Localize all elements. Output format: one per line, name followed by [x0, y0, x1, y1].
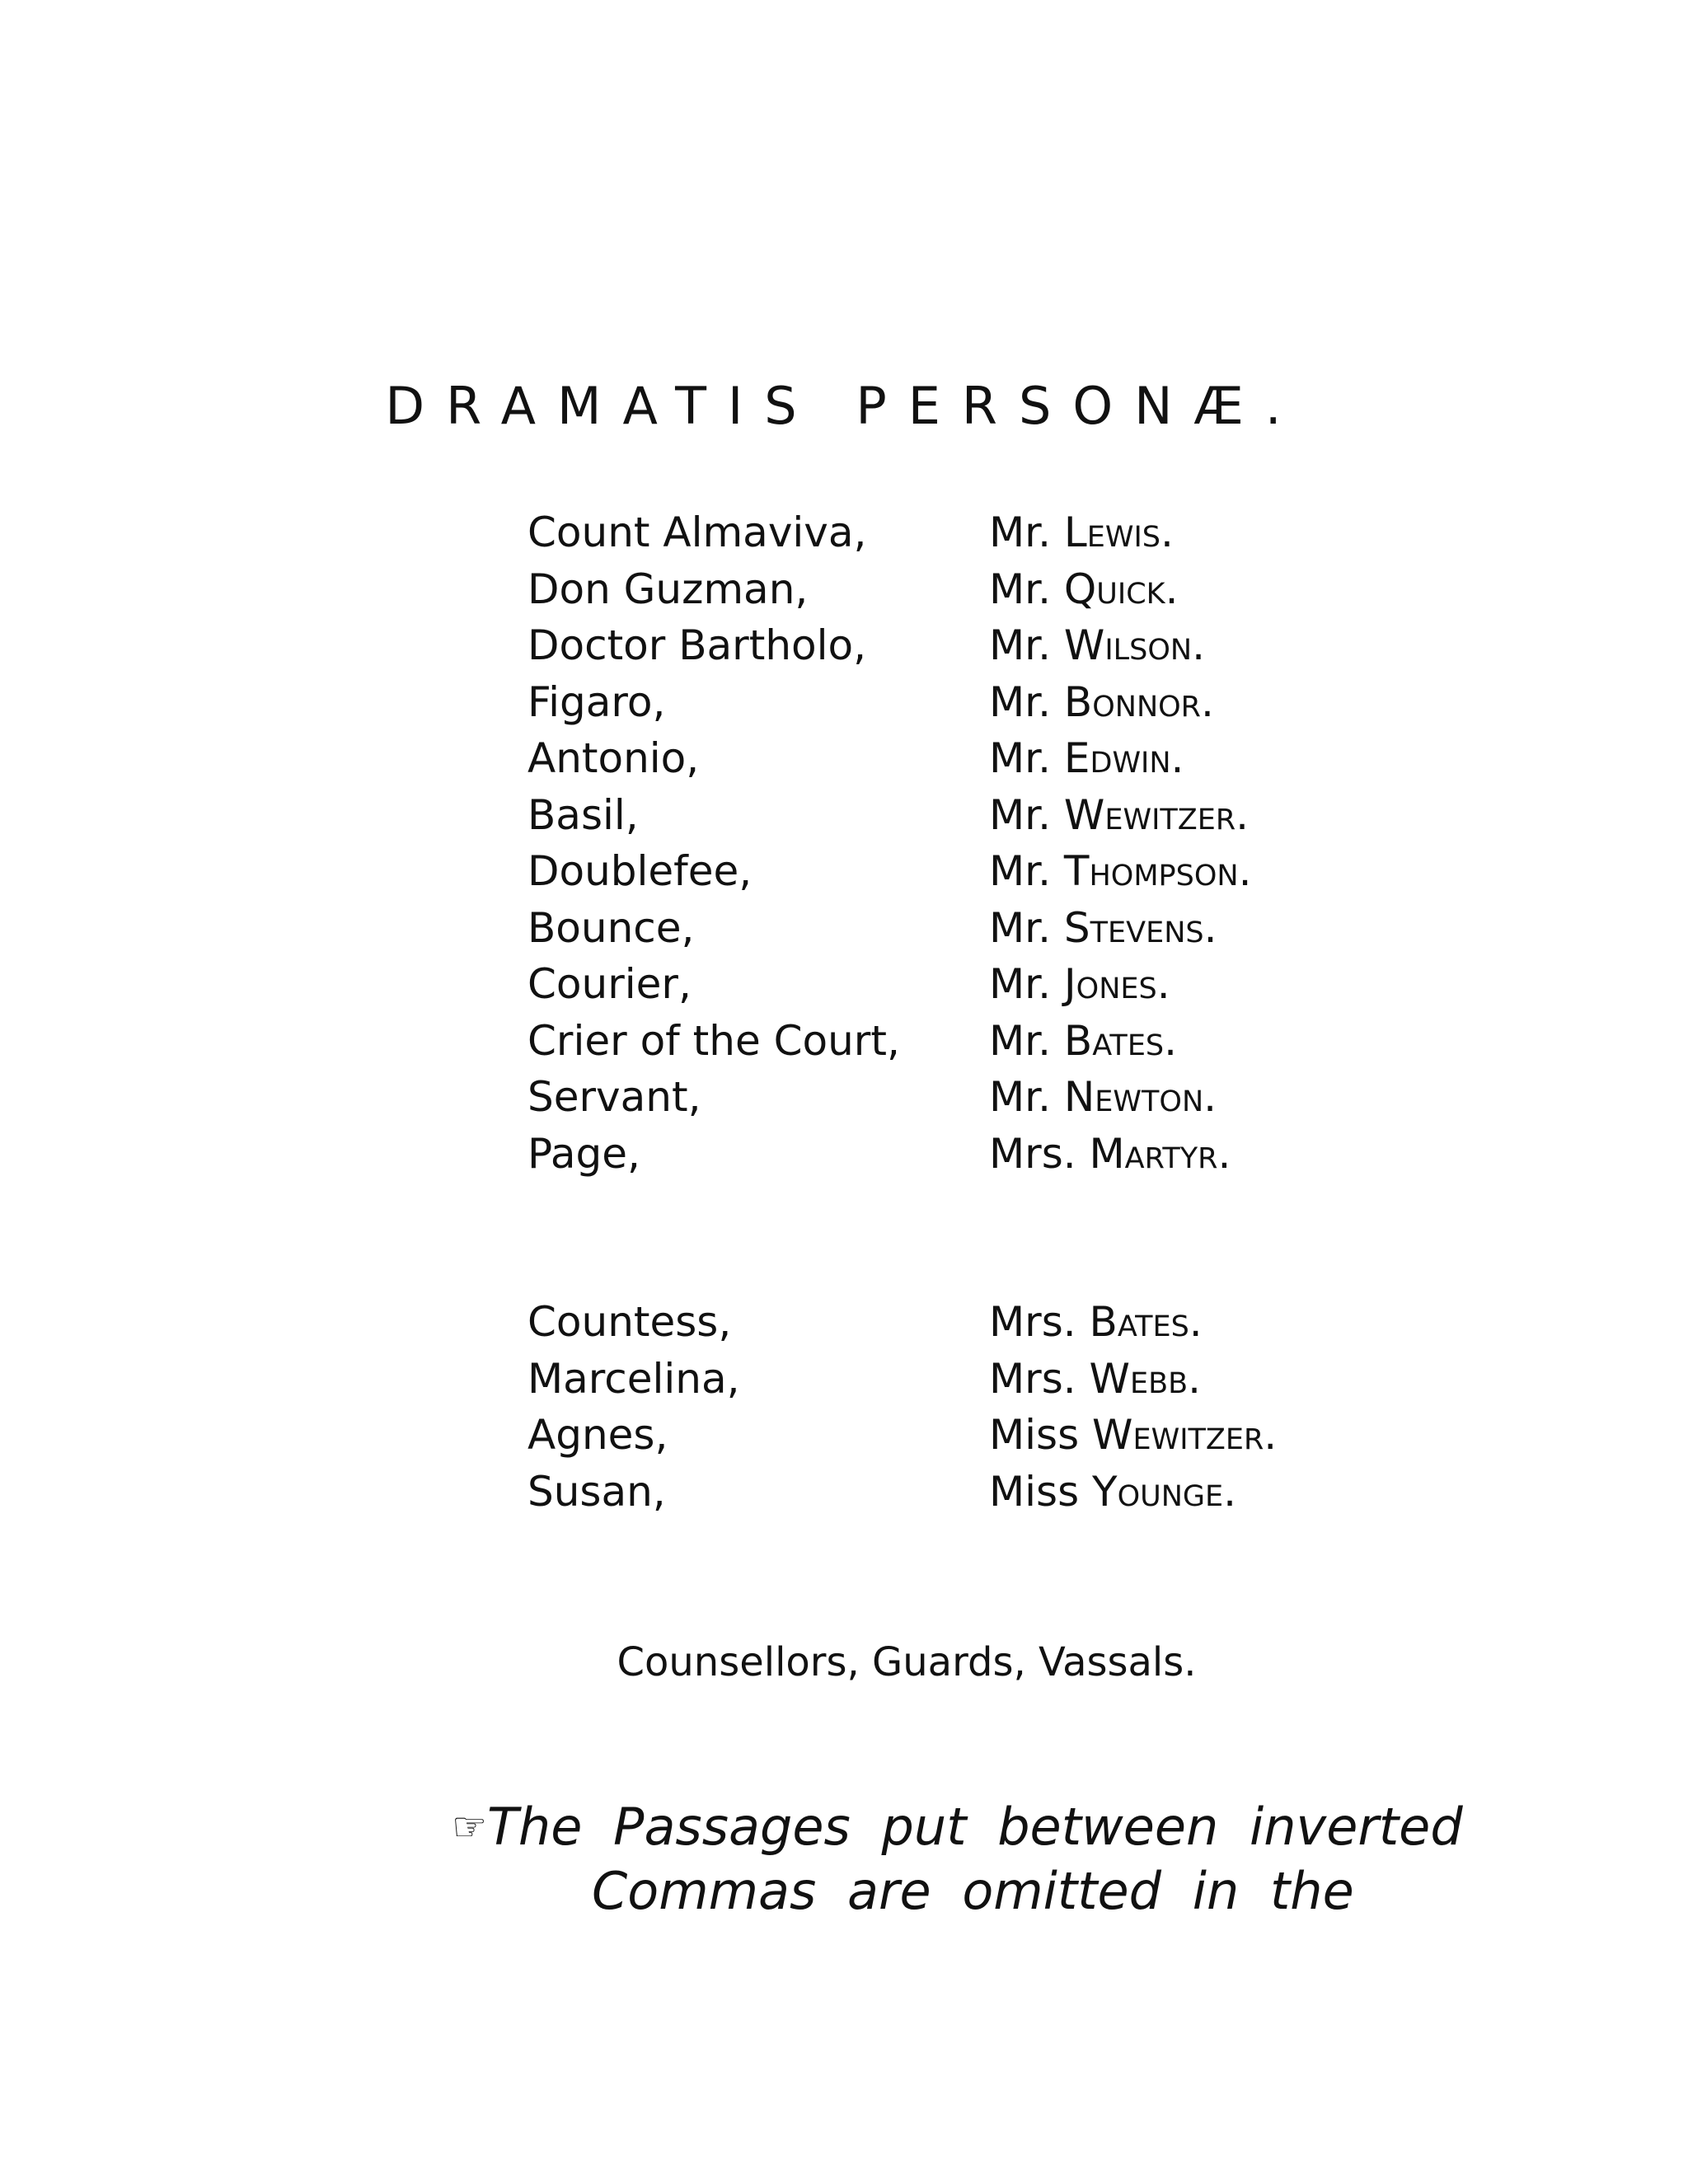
actor-prefix: Mr. [989, 903, 1064, 952]
role-name: Susan, [528, 1467, 666, 1516]
actor-name [989, 509, 1174, 556]
role-name: Basil, [528, 790, 639, 839]
actor-prefix: Mr. [989, 1073, 1064, 1122]
pointing-hand-icon: ☞ [452, 1804, 488, 1850]
role-name: Crier of the Court, [528, 1016, 900, 1065]
role-name: Countess, [528, 1298, 732, 1347]
role-name: Don Guzman, [528, 565, 809, 613]
role-name: Courier, [528, 960, 692, 1009]
cast-row [528, 617, 1352, 674]
role-name: Bounce, [528, 903, 695, 952]
cast-row [528, 1464, 1352, 1521]
actor-name [989, 565, 1179, 613]
female-cast-list [528, 1294, 1352, 1520]
actor-prefix: Mr. [989, 960, 1064, 1009]
role-name: Servant, [528, 1073, 701, 1122]
actor-name [989, 1298, 1203, 1346]
cast-row [528, 730, 1352, 787]
actor-prefix: Miss [989, 1411, 1093, 1460]
actor-surname: Quick. [1063, 565, 1179, 613]
role-name: Doctor Bartholo, [528, 621, 866, 670]
actor-prefix: Mr. [989, 1016, 1064, 1065]
actor-name [989, 847, 1251, 895]
actor-name [989, 734, 1184, 782]
actor-prefix: Mr. [989, 509, 1064, 557]
male-cast-list [528, 504, 1352, 1182]
actor-surname: Wewitzer. [1063, 790, 1250, 839]
actor-prefix: Mrs. [989, 1354, 1090, 1403]
actor-name [989, 1073, 1217, 1121]
actor-name [989, 1468, 1236, 1516]
actor-surname: Bonnor. [1063, 677, 1214, 726]
actor-prefix: Mr. [989, 790, 1064, 839]
actor-prefix: Miss [989, 1467, 1093, 1516]
cast-row [528, 1069, 1352, 1126]
actor-surname: Edwin. [1063, 734, 1184, 783]
actor-name [989, 1017, 1177, 1065]
actor-name [989, 904, 1217, 952]
actor-name [989, 960, 1170, 1008]
omission-note [452, 1795, 1463, 1924]
cast-row [528, 1294, 1352, 1351]
actor-prefix: Mr. [989, 734, 1064, 783]
note-text: Commas are omitted in the [592, 1861, 1354, 1921]
cast-row [528, 1126, 1352, 1183]
actor-surname: Lewis. [1063, 509, 1174, 557]
actor-name [989, 1411, 1277, 1459]
actor-name [989, 678, 1214, 726]
role-name: Count Almaviva, [528, 509, 867, 557]
actor-name [989, 791, 1249, 839]
cast-row [528, 843, 1352, 900]
note-line [452, 1795, 1463, 1859]
actor-prefix: Mrs. [989, 1298, 1090, 1347]
actor-prefix: Mr. [989, 565, 1064, 613]
cast-row [528, 504, 1352, 561]
actor-surname: Jones. [1063, 960, 1170, 1009]
role-name: Antonio, [528, 734, 700, 783]
actor-surname: Younge. [1092, 1467, 1237, 1516]
actor-surname: Stevens. [1063, 903, 1217, 952]
actor-prefix: Mr. [989, 847, 1064, 896]
cast-row [528, 1407, 1352, 1464]
supernumeraries-line: Counsellors, Guards, Vassals. [617, 1639, 1197, 1685]
cast-row [528, 1013, 1352, 1070]
actor-surname: Bates. [1063, 1016, 1178, 1065]
actor-name [989, 1130, 1231, 1178]
actor-surname: Bates. [1089, 1298, 1203, 1347]
actor-name [989, 1355, 1201, 1403]
actor-prefix: Mr. [989, 621, 1064, 670]
actor-surname: Webb. [1089, 1354, 1202, 1403]
role-name: Doublefee, [528, 847, 753, 896]
cast-row [528, 561, 1352, 618]
note-text: The Passages put between inverted [487, 1797, 1463, 1857]
cast-row [528, 956, 1352, 1013]
cast-row [528, 674, 1352, 731]
actor-surname: Martyr. [1089, 1129, 1231, 1178]
actor-prefix: Mrs. [989, 1129, 1090, 1178]
actor-surname: Wewitzer. [1092, 1411, 1278, 1460]
role-name: Figaro, [528, 677, 666, 726]
cast-row [528, 787, 1352, 844]
note-line [452, 1859, 1441, 1924]
actor-name [989, 621, 1205, 669]
cast-row [528, 1351, 1352, 1408]
role-name: Agnes, [528, 1411, 668, 1460]
actor-surname: Newton. [1063, 1073, 1217, 1122]
actor-surname: Thompson. [1063, 847, 1252, 896]
page-title: DRAMATIS PERSONÆ. [385, 376, 1303, 436]
actor-surname: Wilson. [1063, 621, 1206, 670]
role-name: Marcelina, [528, 1354, 740, 1403]
actor-prefix: Mr. [989, 677, 1064, 726]
role-name: Page, [528, 1129, 640, 1178]
cast-row [528, 900, 1352, 957]
